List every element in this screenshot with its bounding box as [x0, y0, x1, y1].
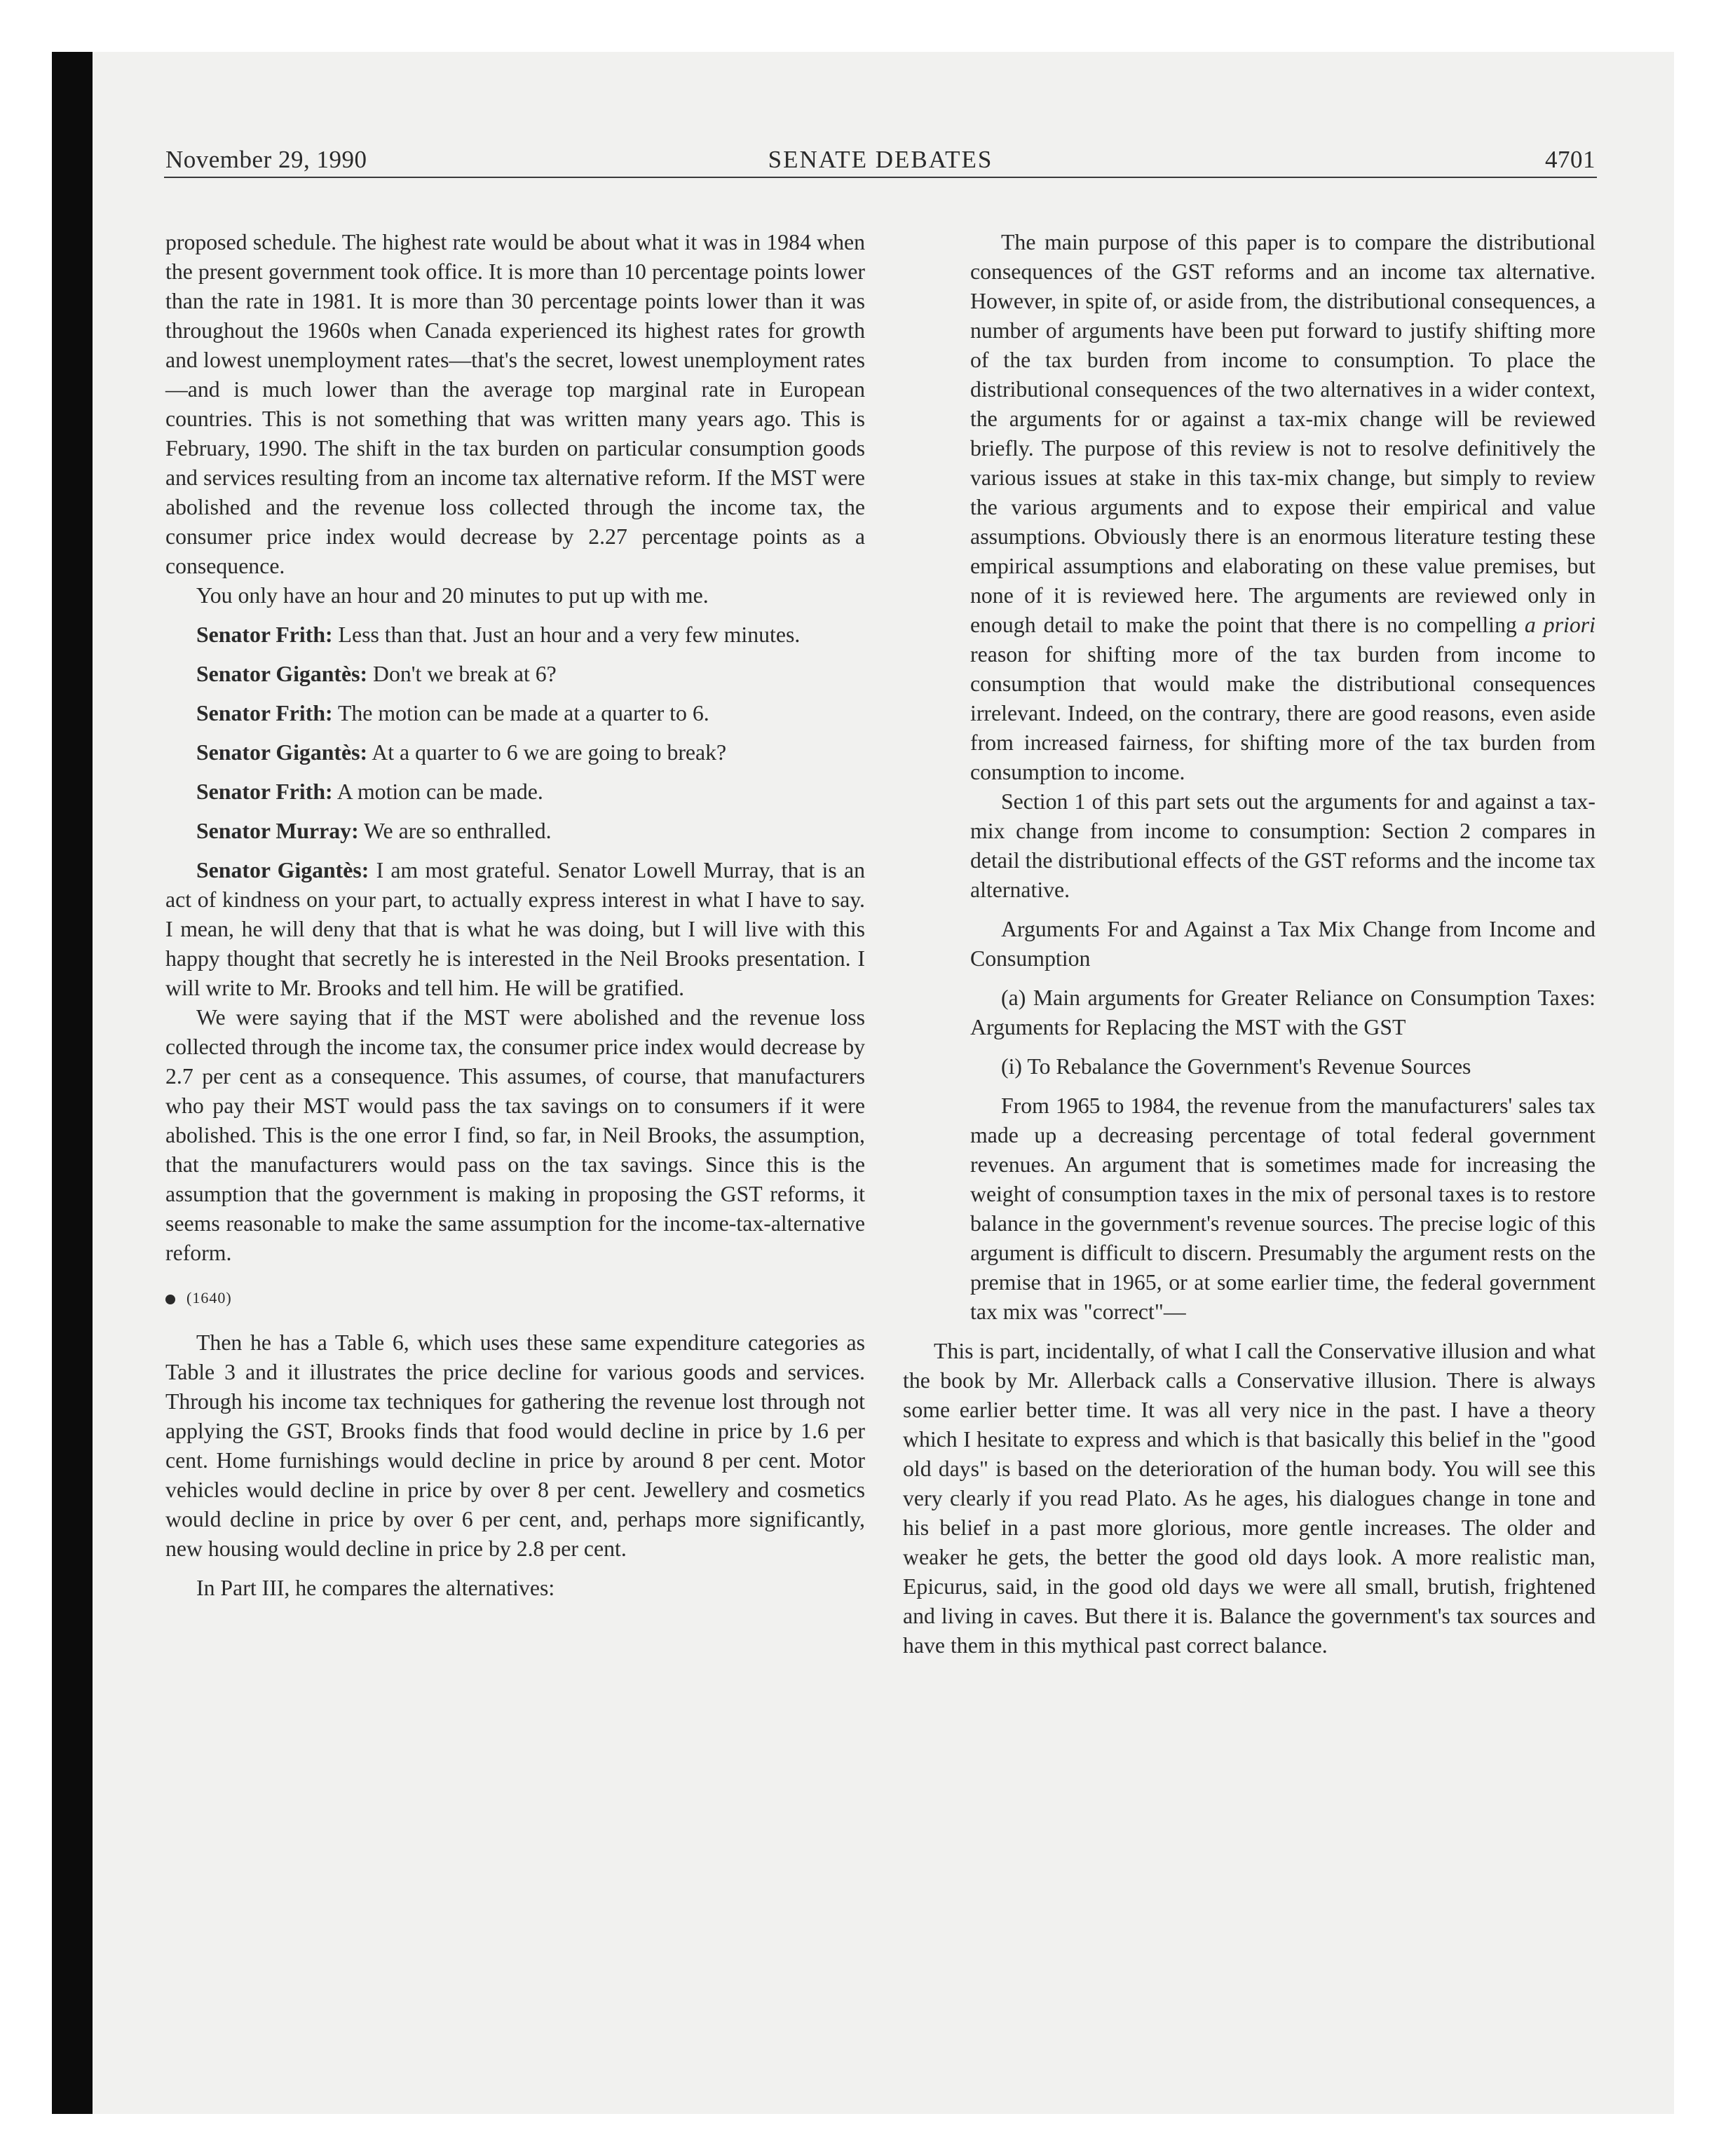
speech-gigantes-1 — [165, 660, 865, 689]
speech-text: A motion can be made. — [332, 779, 543, 804]
speaker-name: Senator Gigantès: — [196, 662, 368, 686]
paragraph: In Part III, he compares the alternatives: — [196, 1576, 555, 1600]
paragraph: You only have an hour and 20 minutes to put up with me. — [196, 583, 709, 608]
speaker-name: Senator Frith: — [196, 779, 333, 804]
speech-text: Less than that. Just an hour and a very few minutes. — [332, 622, 801, 647]
quoted-paragraph: From 1965 to 1984, the revenue from the manufacturers' sales tax made up a decreasing percentage of total federal government revenues. An argument that is sometimes made for increasing the weight of consumption taxes in the mix of personal taxes is to restore balance in the government's revenue sources. The precise logic of this argument is difficult to discern. Presumably the argument rests on the premise that in 1965, or at some earlier time, the federal government tax mix was "correct"— — [970, 1093, 1595, 1324]
speech-text: We are so enthralled. — [358, 819, 552, 843]
right-column — [903, 228, 1595, 1660]
quoted-paragraph — [903, 228, 1595, 787]
speaker-name: Senator Frith: — [196, 701, 333, 725]
speaker-name: Senator Murray: — [196, 819, 359, 843]
paragraph: We were saying that if the MST were abolished and the revenue loss collected through the income tax, the consumer price index would decrease by 2.7 per cent as a consequence. This assumes, of course, that manufacturers who pay their MST would pass the tax savings on to consumers if it were abolished. This is the one error I find, so far, in Neil Brooks, the assumption, that the manufacturers would pass on the tax savings. Since this is the assumption that the government is making in proposing the GST reforms, it seems reasonable to make the same assumption for the income-tax-alternative reform. — [165, 1005, 865, 1265]
left-column — [165, 228, 865, 1603]
speech-text: At a quarter to 6 we are going to break? — [367, 740, 727, 765]
header-page-number: 4701 — [1545, 146, 1595, 173]
paragraph: Then he has a Table 6, which uses these same expenditure categories as Table 3 and it illustrates the price decline for various goods and services. Through his income tax techniques for gathering the revenue lost through not applying the GST, Brooks finds that food would decline in price by 1.6 per cent. Home furnishings would decline in price by around 8 per cent. Motor vehicles would decline in price by over 8 per cent. Jewellery and cosmetics would decline in price by over 6 per cent, and, perhaps more significantly, new housing would decline in price by 2.8 per cent. — [165, 1330, 865, 1561]
paragraph: This is part, incidentally, of what I call the Conservative illusion and what the book by Mr. Allerback calls a Conservative illusion. There is always some earlier better time. It was all very nice in the past. I have a theory which I hesitate to express and which is that basically this belief in the "good old days" is based on the deterioration of the human body. You will see this very clearly if you read Plato. As he ages, his dialogues change in tone and his belief in a past more glorious, more gentle increases. The older and weaker he gets, the better the good old days look. A more realistic man, Epicurus, said, in the good old days we were all small, brutish, frightened and living in caves. But there it is. Balance the government's tax sources and have them in this mythical past correct balance. — [903, 1339, 1595, 1658]
quote-text: reason for shifting more of the tax burden from income to consumption that would make the distributional consequences irrelevant. Indeed, on the contrary, there are good reasons, even aside from increased fairness, for shifting more of the tax burden from consumption to income. — [970, 642, 1595, 784]
quoted-heading: (i) To Rebalance the Government's Revenue Sources — [1001, 1054, 1471, 1079]
quoted-heading: (a) Main arguments for Greater Reliance on Consumption Taxes: Arguments for Replacing the MST with the GST — [970, 985, 1595, 1039]
speech-frith-1 — [165, 620, 865, 650]
speaker-name: Senator Gigantès: — [196, 740, 368, 765]
speech-frith-3 — [165, 777, 865, 807]
binding-edge — [52, 52, 93, 2114]
speech-frith-2 — [165, 699, 865, 728]
speaker-name: Senator Frith: — [196, 622, 333, 647]
speech-gigantes-2 — [165, 738, 865, 767]
time-marker-text: (1640) — [186, 1289, 232, 1306]
quoted-heading: Arguments For and Against a Tax Mix Change from Income and Consumption — [970, 917, 1595, 971]
paragraph: proposed schedule. The highest rate would be about what it was in 1984 when the present government took office. It is more than 10 percentage points lower than the rate in 1981. It is more than 30 percentage points lower than it was throughout the 1960s when Canada experienced its highest rates for growth and lowest unemployment rates—that's the secret, lowest unemployment rates—and is much lower than the average top marginal rate in European countries. This is not something that was written many years ago. This is February, 1990. The shift in the tax burden on particular consumption goods and services resulting from an income tax alternative reform. If the MST were abolished and the revenue loss collected through the income tax, the consumer price index would decrease by 2.27 percentage points as a consequence. — [165, 230, 865, 578]
speech-murray — [165, 817, 865, 846]
time-marker — [165, 1283, 865, 1313]
quote-text: The main purpose of this paper is to compare the distributional consequences of the GST reforms and an income tax alternative. However, in spite of, or aside from, the distributional consequences, a number of arguments have been put forward to justify shifting more of the tax burden from income to consumption. To place the distributional consequences of the two alternatives in a wider context, the arguments for or against a tax-mix change will be reviewed briefly. The purpose of this review is not to resolve definitively the various issues at stake in this tax-mix change, but simply to review the various arguments and to expose their empirical and value assumptions. Obviously there is an enormous literature testing these empirical assumptions and elaborating on these value premises, but none of it is reviewed here. The arguments are reviewed only in enough detail to make the point that there is no compelling — [970, 230, 1595, 637]
quoted-paragraph: Section 1 of this part sets out the arguments for and against a tax-mix change from income to consumption: Section 2 compares in detail the distributional effects of the GST reforms and the income tax alternative. — [970, 789, 1595, 902]
speech-text: I am most grateful. Senator Lowell Murray, that is an act of kindness on your part, to actually express interest in what I have to say. I mean, he will deny that that is what he was doing, but I will live with this happy thought that secretly he is interested in the Neil Brooks presentation. I will write to Mr. Brooks and tell him. He will be gratified. — [165, 858, 865, 1000]
quote-italic: a priori — [1524, 613, 1596, 637]
running-header — [164, 140, 1597, 178]
speech-text: Don't we break at 6? — [367, 662, 557, 686]
speech-text: The motion can be made at a quarter to 6. — [332, 701, 709, 725]
header-date: November 29, 1990 — [165, 146, 367, 173]
speech-gigantes-3 — [165, 856, 865, 1003]
speaker-name: Senator Gigantès: — [196, 858, 369, 882]
header-title: SENATE DEBATES — [768, 146, 993, 173]
bullet-icon — [165, 1295, 175, 1304]
